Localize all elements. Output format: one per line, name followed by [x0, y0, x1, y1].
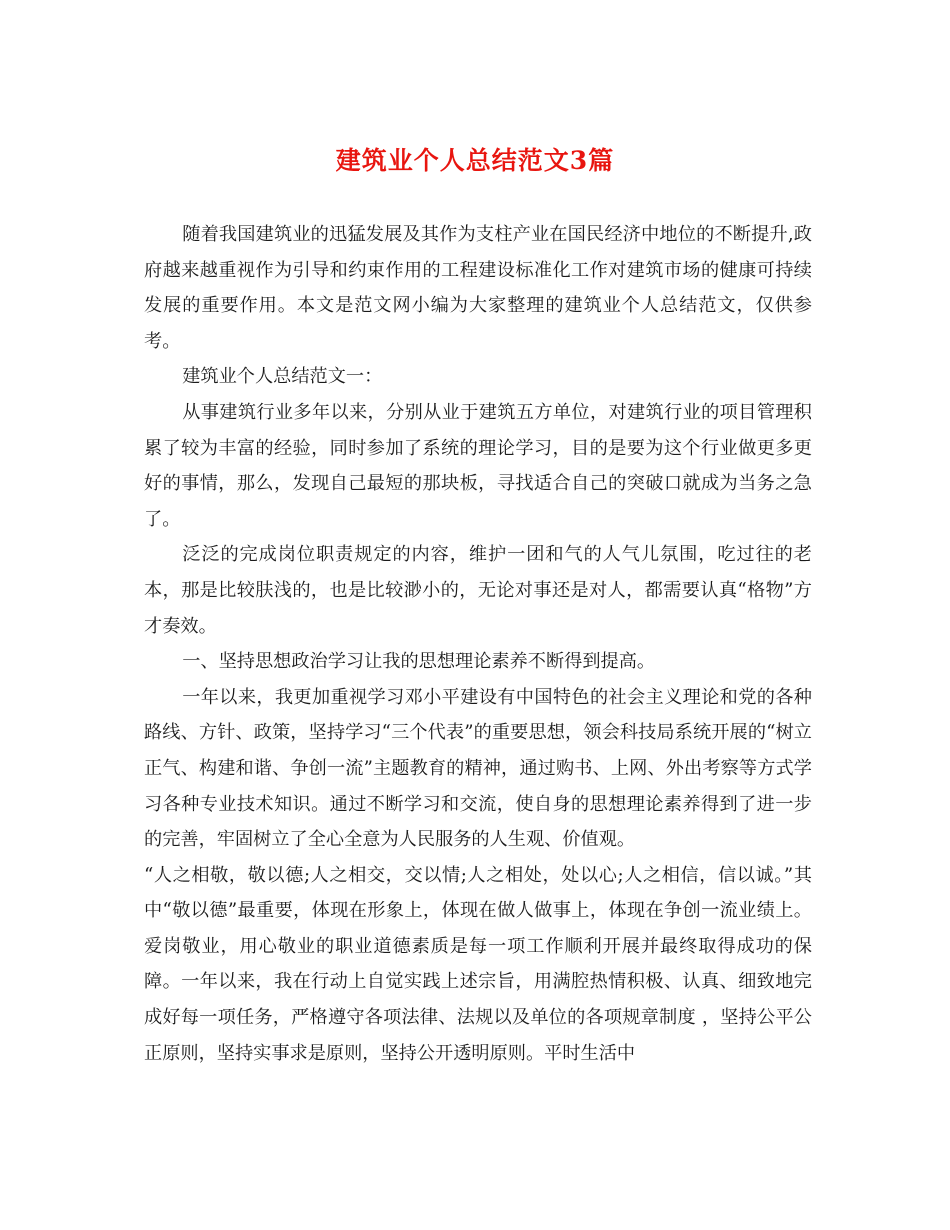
paragraph-point-one: 一、坚持思想政治学习让我的思想理论素养不断得到提高。 [182, 651, 656, 673]
paragraph-study: 一年以来，我更加重视学习邓小平建设有中国特色的社会主义理论和党的各种路线、方针、政策，坚持学习“三个代表”的重要思想，领会科技局系统开展的“树立正气、构建和谐、争创一流”主题教育的精神，通过购书、上网、外出考察等方式学习各种专业技术知识。通过不断学习和交流，使自身的思想理论素养得到了进一步的完善，牢固树立了全心全意为人民服务的人生观、价值观。 [144, 686, 812, 851]
paragraph-experience: 从事建筑行业多年以来，分别从业于建筑五方单位，对建筑行业的项目管理积累了较为丰富的经验，同时参加了系统的理论学习，目的是要为这个行业做更多更好的事情，那么，发现自己最短的那块板，寻找适合自己的突破口就成为当务之急了。 [144, 401, 812, 530]
document-body [144, 217, 812, 1071]
paragraph-ethics: “人之相敬，敬以德;人之相交，交以情;人之相处，处以心;人之相信，信以诚。”其中“敬以德”最重要，体现在形象上，体现在做人做事上，体现在争创一流业绩上。爱岗敬业，用心敬业的职业道德素质是每一项工作顺利开展并最终取得成功的保障。一年以来，我在行动上自觉实践上述宗旨，用满腔热情积极、认真、细致地完成好每一项任务，严格遵守各项法律、法规以及单位的各项规章制度 ，坚持公平公正原则，坚持实事求是原则，坚持公开透明原则。平时生活中 [144, 864, 812, 1064]
paragraph-section-heading: 建筑业个人总结范文一： [182, 366, 383, 388]
paragraph-intro: 随着我国建筑业的迅猛发展及其作为支柱产业在国民经济中地位的不断提升,政府越来越重视作为引导和约束作用的工程建设标准化工作对建筑市场的健康可持续发展的重要作用。本文是范文网小编为大家整理的建筑业个人总结范文，仅供参考。 [144, 224, 812, 352]
paragraph-duty: 泛泛的完成岗位职责规定的内容，维护一团和气的人气儿氛围，吃过往的老本，那是比较肤浅的，也是比较渺小的，无论对事还是对人，都需要认真“格物”方才奏效。 [144, 544, 812, 637]
document-title: 建筑业个人总结范文3篇 [335, 146, 615, 175]
